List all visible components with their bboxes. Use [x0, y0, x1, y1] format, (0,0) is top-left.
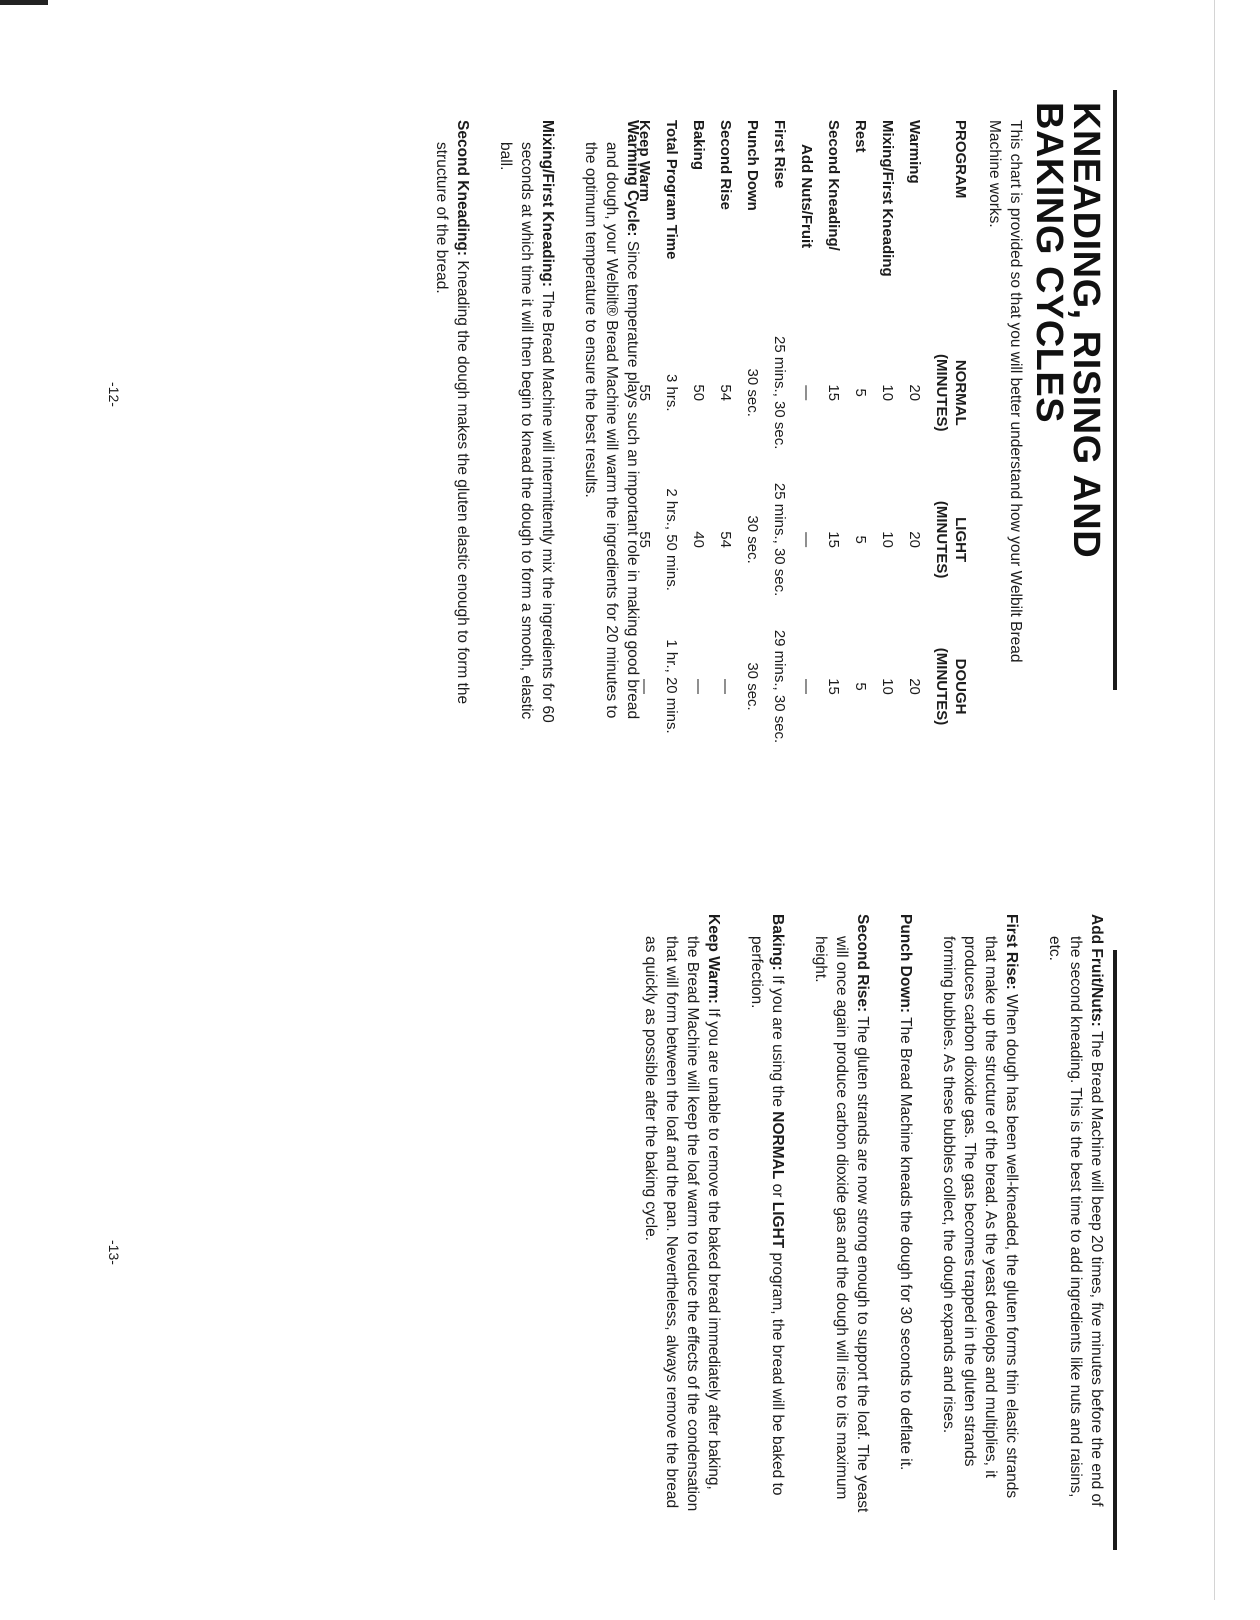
table-body	[628, 120, 925, 760]
table-row	[682, 120, 709, 760]
definition-paragraph	[895, 914, 916, 1514]
definition-paragraph	[810, 914, 873, 1514]
light-value: 54	[717, 531, 734, 548]
dough-value: 5	[852, 682, 869, 691]
header-light	[925, 466, 970, 613]
header-dough-line-2: (MINUTES)	[933, 647, 950, 726]
page-12	[0, 0, 1260, 760]
definition-term: Add Fruit/Nuts:	[1088, 914, 1105, 1027]
table-row	[790, 120, 817, 760]
program-name: NORMAL	[769, 1111, 786, 1180]
definition-text: program, the bread will be baked to perfection.	[748, 936, 786, 1496]
page-number: -12-	[106, 382, 122, 407]
dough-value: 20	[906, 678, 923, 695]
header-normal-line-1: NORMAL	[952, 359, 969, 426]
table-header-row	[925, 120, 970, 760]
header-light-line-2: (MINUTES)	[933, 500, 950, 579]
program-name: LIGHT	[769, 1201, 786, 1249]
dough-value: —	[636, 679, 653, 695]
program-step-label: Rest	[852, 120, 869, 153]
table-row	[844, 120, 871, 760]
program-step-label: Mixing/First Kneading	[879, 120, 896, 277]
definitions-left	[409, 120, 643, 730]
definition-text: If you are using the	[769, 975, 786, 1112]
light-value: 5	[852, 535, 869, 544]
definition-term: Punch Down:	[897, 914, 914, 1014]
definition-term: First Rise:	[1003, 914, 1020, 990]
title-line-1: KNEADING, RISING AND	[1065, 102, 1107, 559]
header-normal	[925, 319, 970, 466]
light-value: 55	[636, 531, 653, 548]
normal-value: 25 mins., 30 sec.	[771, 336, 788, 450]
definition-paragraph	[1044, 914, 1107, 1514]
light-value: 2 hrs., 50 mins.	[663, 488, 680, 591]
dough-value: 10	[879, 678, 896, 695]
header-dough	[925, 613, 970, 760]
table-row	[709, 120, 736, 760]
header-program: PROGRAM	[952, 120, 969, 199]
normal-value: 15	[825, 384, 842, 402]
table-row	[736, 120, 763, 760]
definition-paragraph	[746, 914, 788, 1514]
definition-text: The gluten strands are now strong enough to support the loaf. The yeast will once again produce carbon dioxide gas and the dough will rise to its maximum height.	[812, 936, 871, 1513]
definition-paragraph	[580, 120, 643, 730]
dough-value: —	[690, 679, 707, 695]
normal-value: 5	[852, 388, 869, 397]
table-row	[817, 120, 844, 760]
dough-value: 30 sec.	[744, 662, 761, 711]
dough-value: 1 hr., 20 mins.	[663, 639, 680, 734]
definition-term: Second Kneading:	[454, 120, 471, 257]
definition-text: Kneading the dough makes the gluten elastic enough to form the structure of the bread.	[433, 142, 471, 705]
table-row	[655, 120, 682, 760]
definition-text: The Bread Machine will beep 20 times, five minutes before the end of the second kneading. This is the best time to add ingredients like nuts and raisins, etc.	[1046, 936, 1105, 1507]
page-number: -13-	[106, 1240, 122, 1265]
program-step-label: First Rise	[771, 120, 788, 189]
definition-term: Mixing/First Kneading:	[539, 120, 556, 288]
definition-paragraph	[938, 914, 1022, 1514]
light-value: 20	[906, 531, 923, 548]
program-step-label: Add Nuts/Fruit	[798, 144, 815, 249]
normal-value: 50	[690, 384, 707, 402]
header-light-line-1: LIGHT	[952, 517, 969, 563]
definition-term: Keep Warm:	[705, 914, 722, 1004]
normal-value: 30 sec.	[744, 368, 761, 417]
intro-text: This chart is provided so that you will better understand how your Welbilt Bread Machine works.	[986, 120, 1024, 663]
definition-term: Second Rise:	[854, 914, 871, 1013]
program-step-label: Total Program Time	[663, 120, 680, 260]
table-row	[898, 120, 925, 760]
dough-value: 15	[825, 678, 842, 695]
table-row	[871, 120, 898, 760]
normal-value: 3 hrs.	[663, 373, 680, 412]
program-step-label: Keep Warm	[636, 120, 653, 202]
program-step-label: Second Kneading/	[825, 120, 842, 251]
header-normal-line-2: (MINUTES)	[933, 353, 950, 432]
table-row	[763, 120, 790, 760]
normal-value: 20	[906, 384, 923, 402]
normal-value: 10	[879, 384, 896, 402]
light-value: 10	[879, 531, 896, 548]
page-13	[0, 860, 1260, 1620]
definition-paragraph	[640, 914, 724, 1514]
light-value: 40	[690, 531, 707, 548]
light-value: 30 sec.	[744, 515, 761, 564]
definition-paragraph	[495, 120, 558, 730]
definition-term: Warming Cycle:	[624, 120, 641, 237]
light-value: 15	[825, 531, 842, 548]
light-value: 25 mins., 30 sec.	[771, 482, 788, 597]
dough-value: 29 mins., 30 sec.	[771, 629, 788, 744]
dough-value: —	[717, 679, 734, 695]
definition-text: The Bread Machine kneads the dough for 30 seconds to deflate it.	[897, 1017, 914, 1471]
definition-paragraph	[431, 120, 473, 730]
normal-value: 54	[717, 384, 734, 402]
normal-value: —	[798, 385, 815, 401]
title-line-2: BAKING CYCLES	[1028, 102, 1070, 424]
top-rule	[1113, 950, 1117, 1550]
definitions-right	[618, 914, 1107, 1514]
normal-value: 55	[636, 384, 653, 402]
top-rule	[1113, 90, 1117, 690]
definition-text: When dough has been well-kneaded, the gluten forms thin elastic strands that make up the structure of the bread. As the yeast develops and multiplies, it produces carbon dioxide gas. The gas becomes trapped in the gluten strands forming bubbles. As these bubbles collect, the dough expands and rises.	[940, 936, 1020, 1499]
program-step-label: Punch Down	[744, 120, 761, 211]
definition-term: Baking:	[769, 914, 786, 971]
page-title	[1028, 102, 1107, 559]
cycles-table	[628, 120, 970, 760]
definition-text: The Bread Machine will intermittently mix the ingredients for 60 seconds at which time it will then begin to knead the dough to form a smooth, elastic ball.	[497, 142, 556, 723]
header-dough-line-1: DOUGH	[952, 658, 969, 715]
light-value: —	[798, 532, 815, 548]
definition-text: Since temperature plays such an important role in making good bread and dough, your Welbilt® Bread Machine will warm the ingredients for 20 minutes to the optimum temperature to ensure the best results.	[582, 142, 641, 720]
definition-text: or	[769, 1179, 786, 1202]
program-step-label: Second Rise	[717, 120, 734, 211]
definition-text: If you are unable to remove the baked bread immediately after baking, the Bread Machine will keep the loaf warm to reduce the effects of the condensation that will form between the loaf and the pan. Nevertheless, always remove the bread as quickly as possible after the baking cycle.	[642, 936, 722, 1512]
dough-value: —	[798, 679, 815, 695]
program-step-label: Warming	[906, 120, 923, 184]
program-step-label: Baking	[690, 120, 707, 171]
